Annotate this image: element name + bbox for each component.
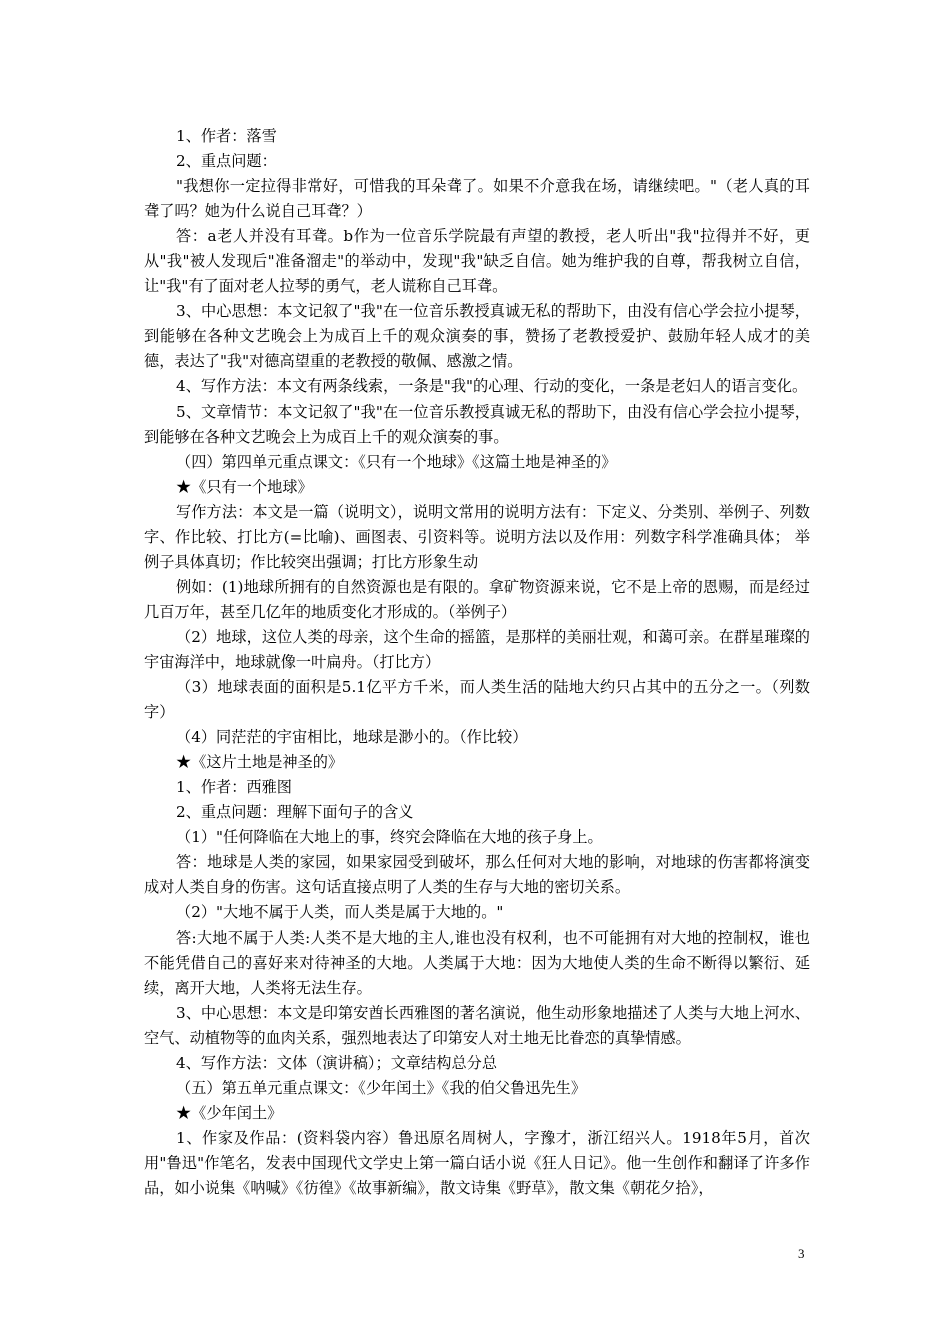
example-paragraph-1: 例如：(1)地球所拥有的自然资源也是有限的。拿矿物资源来说，它不是上帝的恩赐，而是经过几百万年，甚至几亿年的地质变化才形成的。（举例子） (144, 577, 810, 621)
page-number: 3 (798, 1246, 805, 1261)
plot-paragraph: 5、文章情节：本文记叙了"我"在一位音乐教授真诚无私的帮助下，由没有信心学会拉小提琴，到能够在各种文艺晚会上为成百上千的观众演奏的事。 (144, 402, 810, 446)
example-paragraph-2: （2）地球，这位人类的母亲，这个生命的摇篮，是那样的美丽壮观，和蔼可亲。在群星璀璨的宇宙海洋中，地球就像一叶扁舟。（打比方） (144, 627, 810, 671)
key-question-heading-2: 2、重点问题：理解下面句子的含义 (176, 803, 414, 822)
answer-2: 答:大地不属于人类:人类不是大地的主人,谁也没有权利，也不可能拥有对大地的控制权，谁也不能凭借自己的喜好来对待神圣的大地。人类属于大地：因为大地使人类的生命不断得以繁衍、延续，离开大地，人类将无法生存。 (144, 928, 810, 997)
writing-method-paragraph-2: 4、写作方法：文体（演讲稿）；文章结构总分总 (176, 1053, 498, 1072)
unit-five-heading: （五）第五单元重点课文：《少年闰土》《我的伯父鲁迅先生》 (176, 1078, 587, 1097)
author-works-paragraph: 1、作家及作品：(资料袋内容）鲁迅原名周树人，字豫才，浙江绍兴人。1918年5月，首次用"鲁迅"作笔名，发表中国现代文学史上第一篇白话小说《狂人日记》。他一生创作和翻译了许多作品，如小说集《呐喊》《彷徨》《故事新编》，散文诗集《野草》，散文集《朝花夕拾》， (144, 1128, 810, 1197)
lesson-title-one-earth: ★《只有一个地球》 (176, 477, 313, 496)
key-question-heading: 2、重点问题： (176, 152, 277, 171)
writing-method-paragraph: 4、写作方法：本文有两条线索，一条是"我"的心理、行动的变化，一条是老妇人的语言变化。 (176, 377, 808, 396)
lesson-title-runtu: ★《少年闰土》 (176, 1103, 283, 1122)
central-idea-paragraph-2: 3、中心思想：本文是印第安酋长西雅图的著名演说，他生动形象地描述了人类与大地上河水、空气、动植物等的血肉关系，强烈地表达了印第安人对土地无比眷恋的真挚情感。 (144, 1003, 810, 1047)
quote-2: （2）"大地不属于人类，而人类是属于大地的。" (176, 903, 504, 922)
explanation-methods-paragraph: 写作方法：本文是一篇（说明文），说明文常用的说明方法有：下定义、分类别、举例子、列数字、作比较、打比方(=比喻)、画图表、引资料等。说明方法以及作用：列数字科学准确具体； 举例子具体真切；作比较突出强调；打比方形象生动 (144, 502, 810, 571)
example-paragraph-3: （3）地球表面的面积是5.1亿平方千米，而人类生活的陆地大约只占其中的五分之一。（列数字） (144, 678, 810, 722)
unit-four-heading: （四）第四单元重点课文：《只有一个地球》《这篇土地是神圣的》 (176, 452, 617, 471)
example-paragraph-4: （4）同茫茫的宇宙相比，地球是渺小的。（作比较） (176, 728, 528, 747)
answer-paragraph: 答：a老人并没有耳聋。b作为一位音乐学院最有声望的教授，老人听出"我"拉得并不好，更从"我"被人发现后"准备溜走"的举动中，发现"我"缺乏自信。她为维护我的自尊，帮我树立自信，让"我"有了面对老人拉琴的勇气，老人谎称自己耳聋。 (144, 227, 810, 296)
answer-1: 答：地球是人类的家园，如果家园受到破坏，那么任何对大地的影响，对地球的伤害都将演变成对人类自身的伤害。这句话直接点明了人类的生存与大地的密切关系。 (144, 853, 810, 897)
question-paragraph: "我想你一定拉得非常好，可惜我的耳朵聋了。如果不介意我在场，请继续吧。"（老人真的耳聋了吗？她为什么说自己耳聋？） (144, 177, 810, 221)
author-line-seattle: 1、作者：西雅图 (176, 778, 292, 797)
quote-1: （1）"任何降临在大地上的事，终究会降临在大地的孩子身上。 (176, 828, 603, 847)
lesson-title-sacred-land: ★《这片土地是神圣的》 (176, 753, 344, 772)
document-body (144, 124, 810, 1201)
author-line: 1、作者：落雪 (176, 127, 277, 145)
central-idea-paragraph: 3、中心思想：本文记叙了"我"在一位音乐教授真诚无私的帮助下，由没有信心学会拉小提琴，到能够在各种文艺晚会上为成百上千的观众演奏的事，赞扬了老教授爱护、鼓励年轻人成才的美德，表达了"我"对德高望重的老教授的敬佩、感激之情。 (144, 302, 810, 371)
